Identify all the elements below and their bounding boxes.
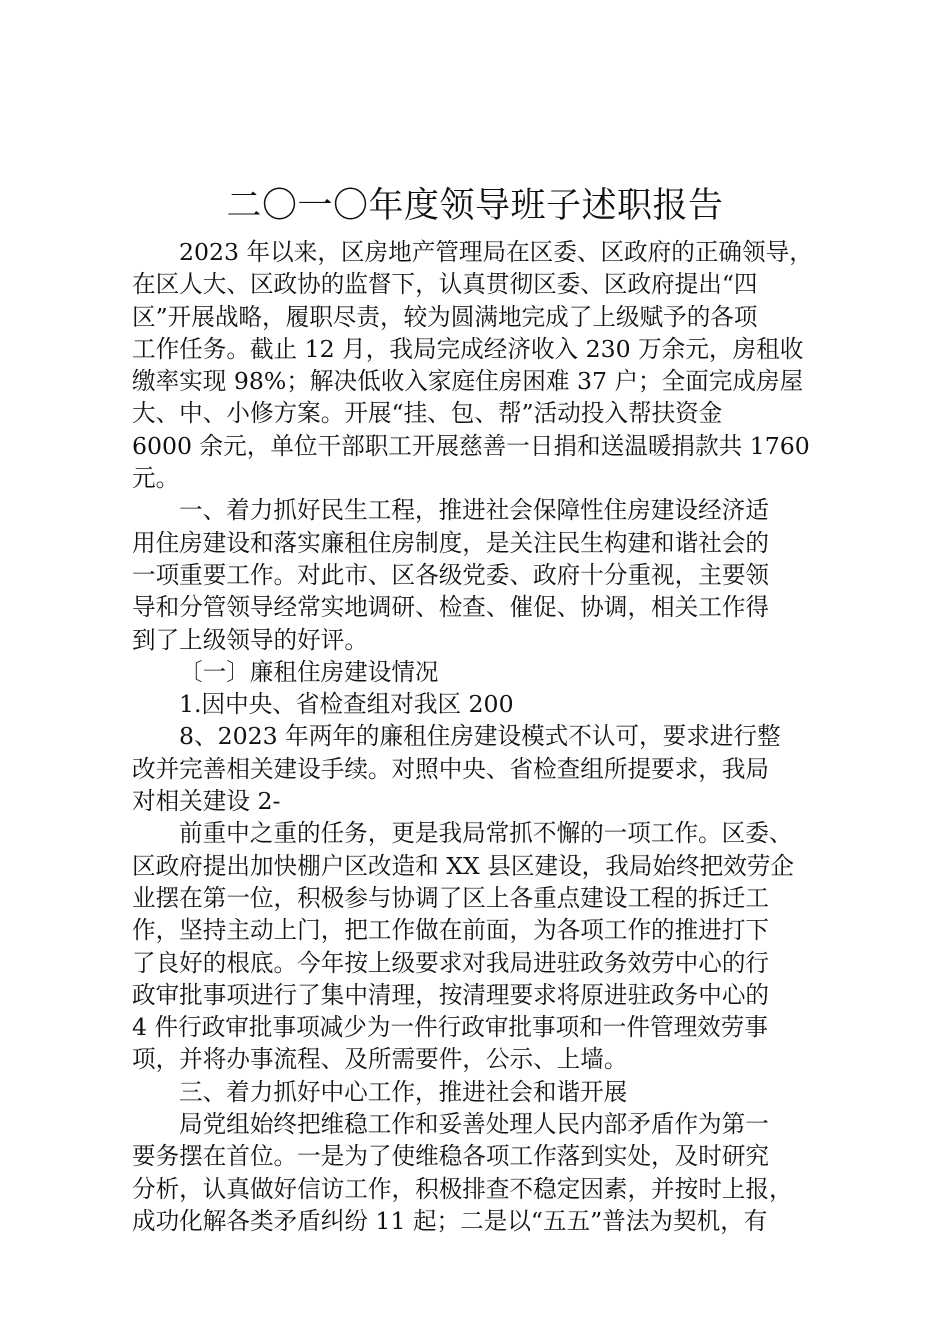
paragraph-line: 区”开展战略，履职尽责，较为圆满地完成了上级赋予的各项 bbox=[132, 302, 758, 331]
paragraph-line: 用住房建设和落实廉租住房制度，是关注民生构建和谐社会的 bbox=[132, 528, 770, 557]
paragraph-line: 局党组始终把维稳工作和妥善处理人民内部矛盾作为第一 bbox=[179, 1110, 769, 1139]
paragraph-line: 在区人大、区政协的监督下，认真贯彻区委、区政府提出“四 bbox=[132, 270, 758, 299]
paragraph-line: 大、中、小修方案。开展“挂、包、帮”活动投入帮扶资金 bbox=[132, 399, 723, 428]
paragraph-line: 作，坚持主动上门，把工作做在前面，为各项工作的推进打下 bbox=[132, 916, 770, 945]
paragraph-line: 政审批事项进行了集中清理，按清理要求将原进驻政务中心的 bbox=[132, 980, 770, 1009]
paragraph-line: 1.因中央、省检查组对我区 200 bbox=[179, 690, 514, 719]
paragraph-line: 改并完善相关建设手续。对照中央、省检查组所提要求，我局 bbox=[132, 754, 770, 783]
paragraph-line: 项，并将办事流程、及所需要件，公示、上墙。 bbox=[132, 1045, 628, 1074]
paragraph-line: 到了上级领导的好评。 bbox=[132, 625, 368, 654]
paragraph-line: 分析，认真做好信访工作，积极排查不稳定因素，并按时上报， bbox=[132, 1174, 793, 1203]
paragraph-line: 4 件行政审批事项减少为一件行政审批事项和一件管理效劳事 bbox=[132, 1013, 768, 1042]
paragraph-line: 区政府提出加快棚户区改造和 XX 县区建设，我局始终把效劳企 bbox=[132, 851, 795, 880]
paragraph-line: 工作任务。截止 12 月，我局完成经济收入 230 万余元，房租收 bbox=[132, 334, 804, 363]
paragraph-line: 元。 bbox=[132, 464, 180, 493]
paragraph-line: 业摆在第一位，积极参与协调了区上各重点建设工程的拆迁工 bbox=[132, 883, 770, 912]
paragraph-line: 缴率实现 98%；解决低收入家庭住房困难 37 户；全面完成房屋 bbox=[132, 367, 804, 396]
section-heading: 三、着力抓好中心工作，推进社会和谐开展 bbox=[179, 1077, 628, 1106]
paragraph-line: 8、2023 年两年的廉租住房建设模式不认可，要求进行整 bbox=[179, 722, 781, 751]
paragraph-line: 前重中之重的任务，更是我局常抓不懈的一项工作。区委、 bbox=[179, 819, 793, 848]
paragraph-line: 对相关建设 2- bbox=[132, 787, 281, 816]
paragraph-line: 6000 余元，单位干部职工开展慈善一日捐和送温暖捐款共 1760 bbox=[132, 431, 810, 460]
paragraph-line: 导和分管领导经常实地调研、检查、催促、协调，相关工作得 bbox=[132, 593, 770, 622]
paragraph-line: 要务摆在首位。一是为了使维稳各项工作落到实处，及时研究 bbox=[132, 1142, 770, 1171]
paragraph-line: 一、着力抓好民生工程，推进社会保障性住房建设经济适 bbox=[179, 496, 769, 525]
paragraph-line: 了良好的根底。今年按上级要求对我局进驻政务效劳中心的行 bbox=[132, 948, 770, 977]
section-heading: 〔一〕廉租住房建设情况 bbox=[179, 657, 439, 686]
document-title: 二〇一〇年度领导班子述职报告 bbox=[226, 186, 724, 226]
paragraph-line: 2023 年以来，区房地产管理局在区委、区政府的正确领导， bbox=[179, 238, 813, 266]
paragraph-line: 成功化解各类矛盾纠纷 11 起；二是以“五五”普法为契机，有 bbox=[132, 1206, 768, 1235]
paragraph-line: 一项重要工作。对此市、区各级党委、政府十分重视，主要领 bbox=[132, 560, 770, 589]
document-body bbox=[132, 236, 832, 1237]
